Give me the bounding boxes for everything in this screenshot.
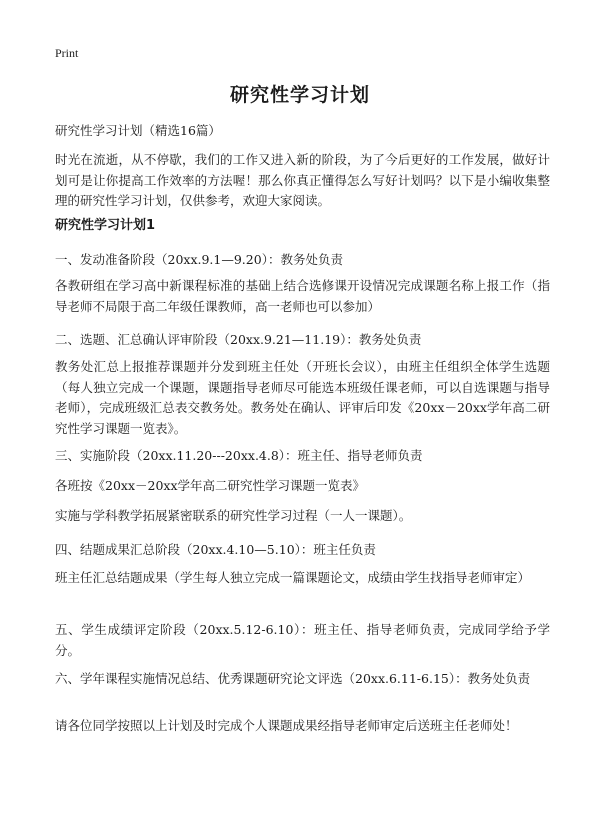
intro-paragraph: 时光在流逝，从不停歇，我们的工作又进入新的阶段，为了今后更好的工作发展，做好计划可是让你提高工作效率的方法喔！那么你真正懂得怎么写好计划吗？以下是小编收集整理的研究性学习计划，仅供参考，欢迎大家阅读。 <box>55 152 550 208</box>
section-heading: 研究性学习计划1 <box>55 218 156 233</box>
stage2-heading: 二、选题、汇总确认评审阶段（20xx.9.21—11.19）：教务处负责 <box>55 332 422 347</box>
stage3-heading: 三、实施阶段（20xx.11.20---20xx.4.8）：班主任、指导老师负责 <box>55 448 423 463</box>
stage4-paragraph: 班主任汇总结题成果（学生每人独立完成一篇课题论文，成绩由学生找指导老师审定） <box>55 570 531 585</box>
stage2-paragraph: 教务处汇总上报推荐课题并分发到班主任处（开班长会议），由班主任组织全体学生选题（每人独立完成一个课题，课题指导老师尽可能选本班级任课老师，可以自选课题与指导老师），完成班级汇总表交教务处。教务处在确认、评审后印发《20xx－20xx学年高二研究性学习课题一览表》。 <box>55 359 550 436</box>
stage3-line-1: 各班按《20xx－20xx学年高二研究性学习课题一览表》 <box>55 478 366 493</box>
stage6-paragraph: 六、学年课程实施情况总结、优秀课题研究论文评选（20xx.6.11-6.15）：教务处负责 <box>55 671 531 686</box>
stage1-paragraph: 各教研组在学习高中新课程标准的基础上结合选修课开设情况完成课题名称上报工作（指导老师不局限于高二年级任课教师，高一老师也可以参加） <box>55 278 550 314</box>
stage1-heading: 一、发动准备阶段（20xx.9.1—9.20）：教务处负责 <box>55 252 343 267</box>
print-link[interactable]: Print <box>55 46 79 60</box>
closing-paragraph: 请各位同学按照以上计划及时完成个人课题成果经指导老师审定后送班主任老师处！ <box>55 718 518 733</box>
stage5-paragraph: 五、学生成绩评定阶段（20xx.5.12-6.10）：班主任、指导老师负责，完成同学给予学分。 <box>55 622 550 658</box>
stage3-line-2: 实施与学科教学拓展紧密联系的研究性学习过程（一人一课题）。 <box>55 508 412 523</box>
stage4-heading: 四、结题成果汇总阶段（20xx.4.10—5.10）：班主任负责 <box>55 542 376 557</box>
page-title: 研究性学习计划 <box>229 84 370 106</box>
document-subtitle: 研究性学习计划（精选16篇） <box>55 123 221 138</box>
